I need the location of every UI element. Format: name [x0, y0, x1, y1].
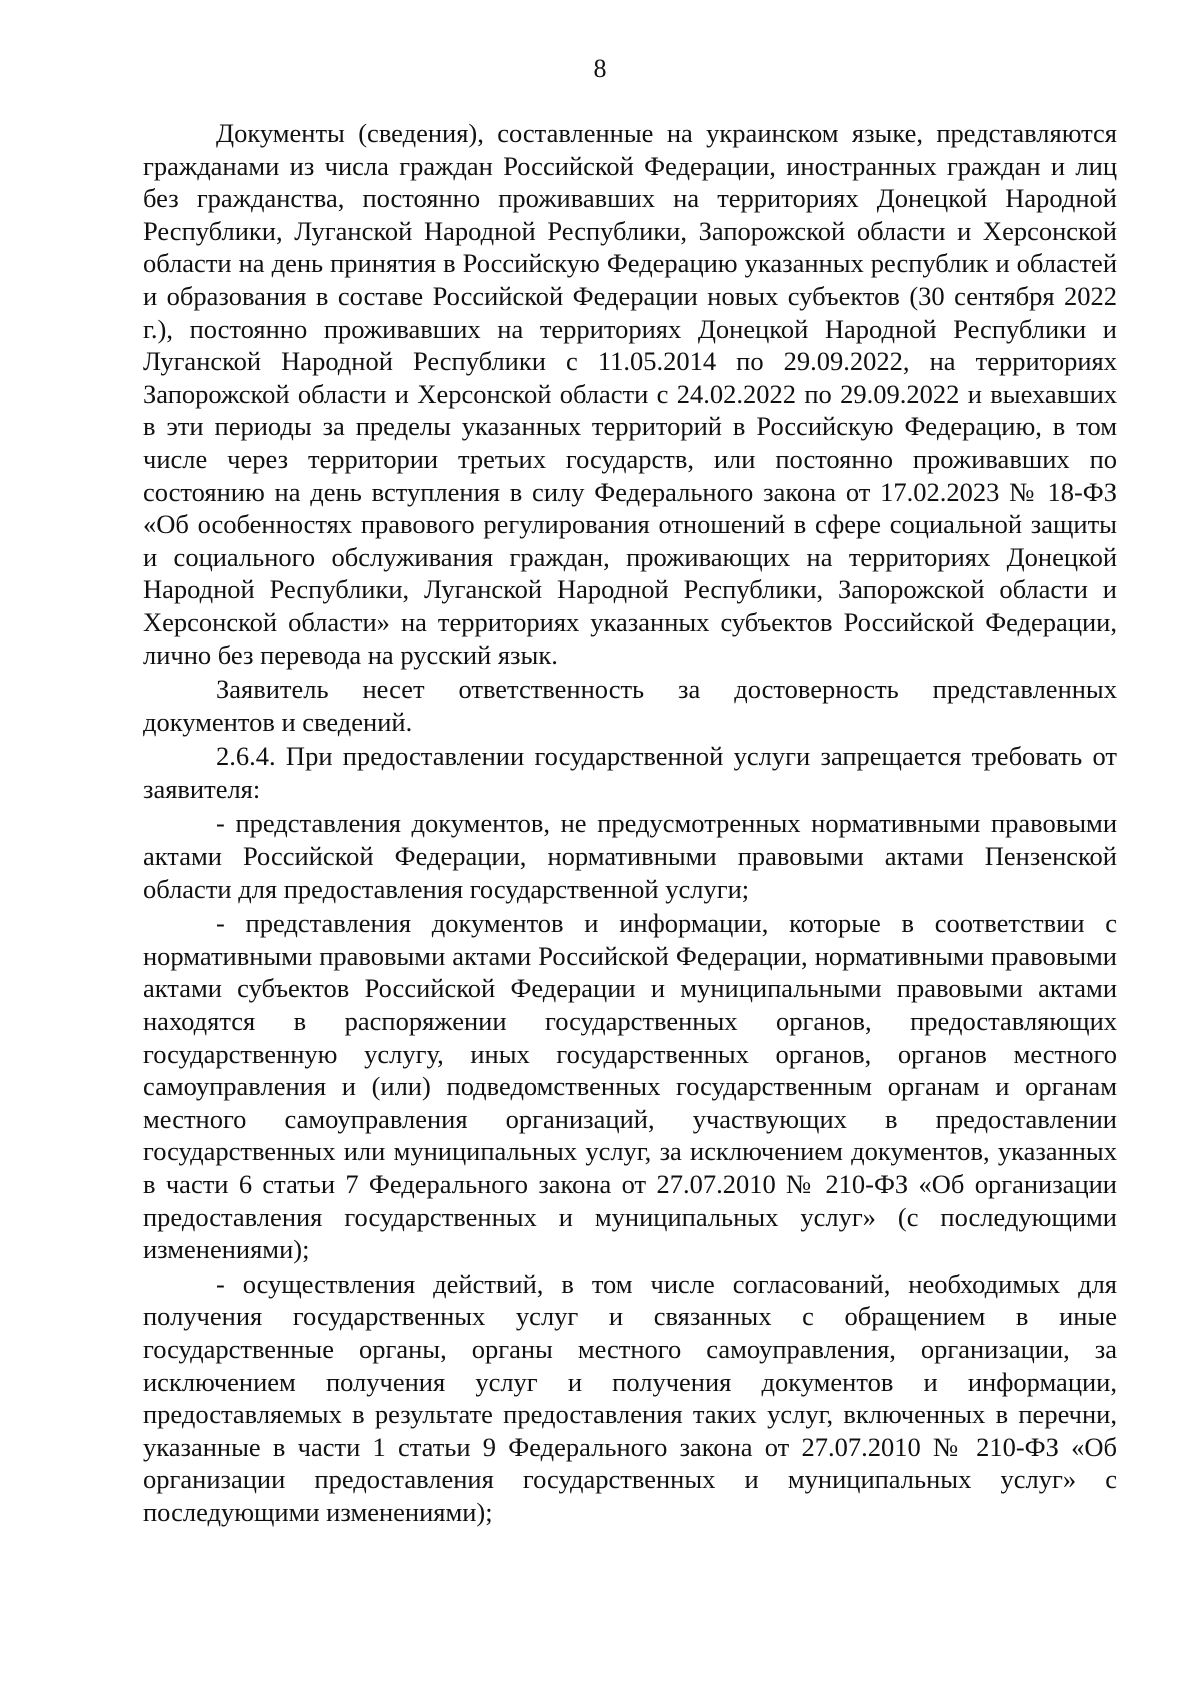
paragraph-ukrainian-documents: Документы (сведения), составленные на украинском языке, представляются гражданами из числа граждан Российской Федерации, иностранных граждан и лиц без гражданства, постоянно проживавших на территориях Донецкой Народной Республики, Луганской Народной Республики, Запорожской области и Херсонской области на день принятия в Российскую Федерацию указанных республик и областей и образования в составе Российской Федерации новых субъектов (30 сентября 2022 г.), постоянно проживавших на территориях Донецкой Народной Республики и Луганской Народной Республики с 11.05.2014 по 29.09.2022, на территориях Запорожской области и Херсонской области с 24.02.2022 по 29.09.2022 и выехавших в эти периоды за пределы указанных территорий в Российскую Федерацию, в том числе через территории третьих государств, или постоянно проживавших по состоянию на день вступления в силу Федерального закона от 17.02.2023 № 18-ФЗ «Об особенностях правового регулирования отношений в сфере социальной защиты и социального обслуживания граждан, проживающих на территориях Донецкой Народной Республики, Луганской Народной Республики, Запорожской области и Херсонской области» на территориях указанных субъектов Российской Федерации, лично без перевода на русский язык.	[143, 118, 1117, 670]
paragraph-applicant-responsibility: Заявитель несет ответственность за достоверность представленных документов и сведений.	[143, 674, 1117, 737]
paragraph-section-2-6-4: 2.6.4. При предоставлении государственной услуги запрещается требовать от заявителя:	[143, 741, 1117, 804]
list-item-unprovided-documents: - представления документов, не предусмотренных нормативными правовыми актами Российской Федерации, нормативными правовыми актами Пензенской области для предоставления государственной услуги;	[143, 808, 1117, 904]
list-item-documents-in-possession: - представления документов и информации, которые в соответствии с нормативными правовыми актами Российской Федерации, нормативными правовыми актами субъектов Российской Федерации и муниципальными правовыми актами находятся в распоряжении государственных органов, предоставляющих государственную услугу, иных государственных органов, органов местного самоуправления и (или) подведомственных государственным органам и органам местного самоуправления организаций, участвующих в предоставлении государственных или муниципальных услуг, за исключением документов, указанных в части 6 статьи 7 Федерального закона от 27.07.2010 № 210-ФЗ «Об организации предоставления государственных и муниципальных услуг» (с последующими изменениями);	[143, 908, 1117, 1265]
list-item-approval-actions: - осуществления действий, в том числе согласований, необходимых для получения государственных услуг и связанных с обращением в иные государственные органы, органы местного самоуправления, организации, за исключением получения услуг и получения документов и информации, предоставляемых в результате предоставления таких услуг, включенных в перечни, указанные в части 1 статьи 9 Федерального закона от 27.07.2010 № 210-ФЗ «Об организации предоставления государственных и муниципальных услуг» с последующими изменениями);	[143, 1268, 1117, 1527]
page-number: 8	[593, 54, 607, 83]
document-body	[143, 117, 1117, 1529]
